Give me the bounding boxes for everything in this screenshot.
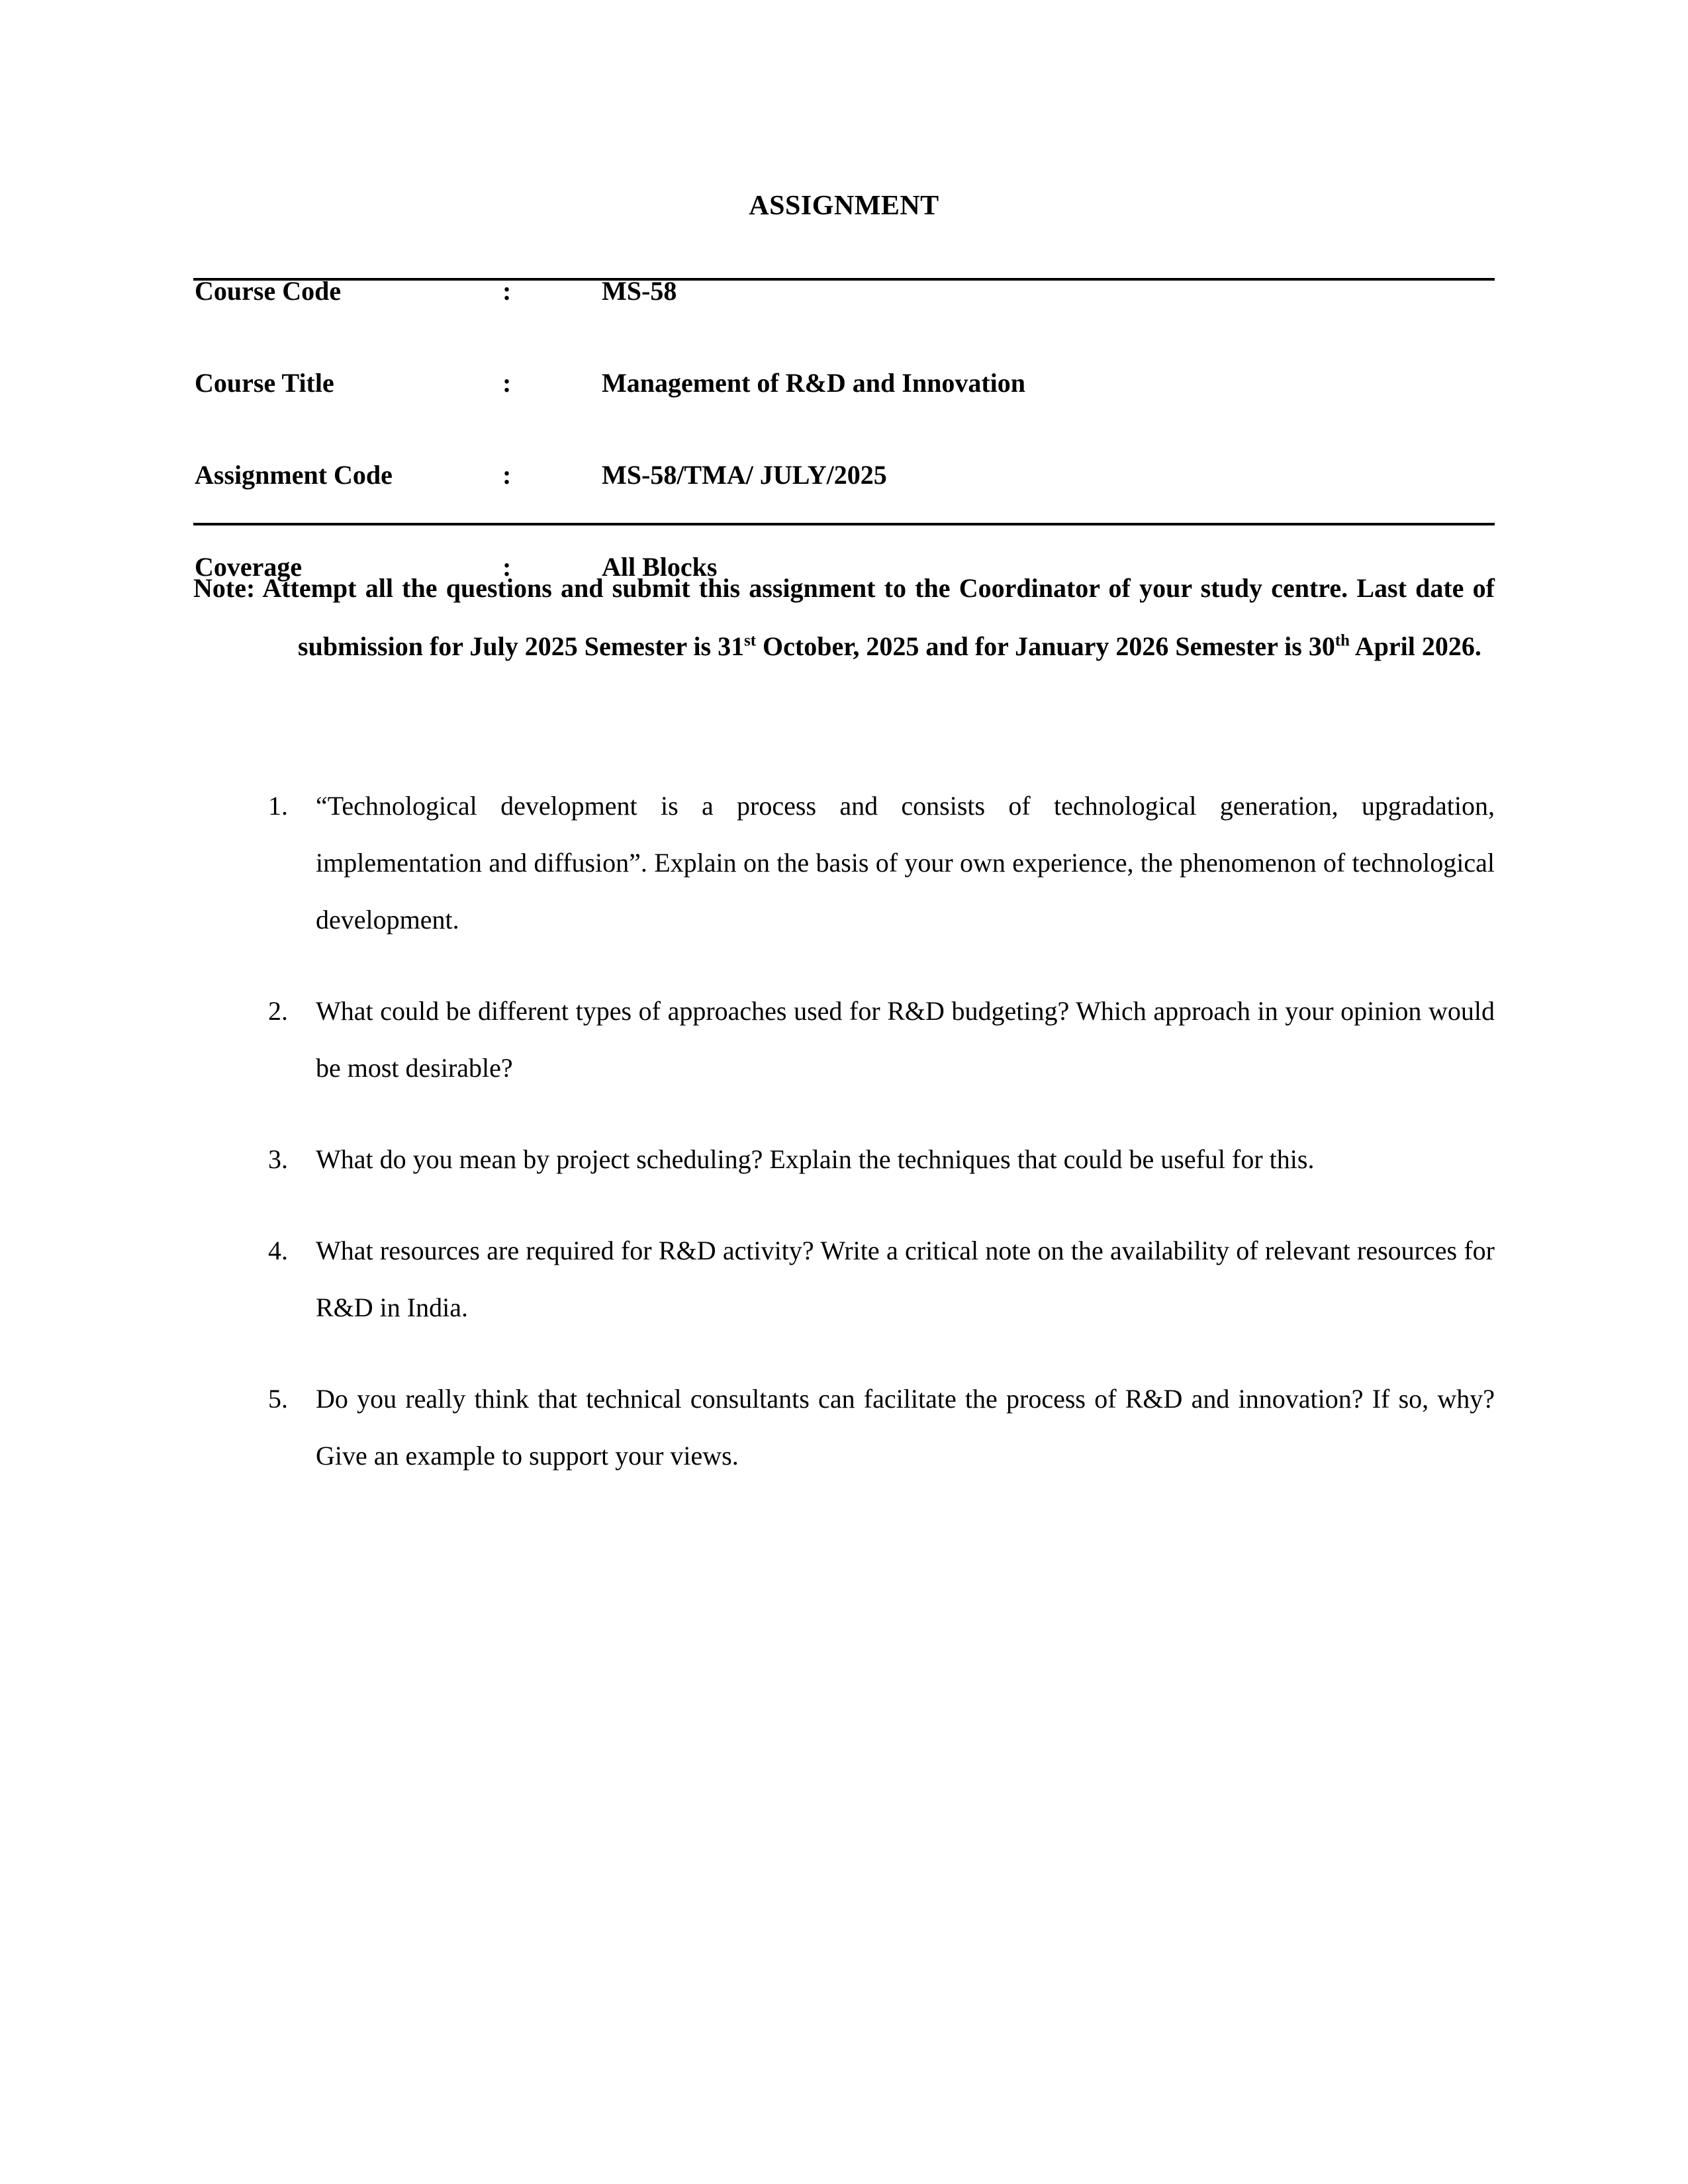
question-number-2: 2. <box>268 996 288 1026</box>
list-item <box>193 778 1495 948</box>
list-item <box>193 1222 1495 1336</box>
meta-label-course-code: Course Code <box>195 276 342 306</box>
meta-separator-0: : <box>502 276 512 306</box>
question-text-4: What resources are required for R&D activity? Write a critical note on the availability of relevant resources for R&D in India. <box>316 1236 1495 1322</box>
list-item <box>193 1131 1495 1188</box>
list-item <box>193 1371 1495 1484</box>
question-text-5: Do you really think that technical consultants can facilitate the process of R&D and innovation? If so, why? Give an example to support your views. <box>316 1384 1495 1471</box>
table-row <box>193 462 1495 488</box>
meta-label-course-title: Course Title <box>195 368 334 398</box>
table-row <box>193 370 1495 396</box>
meta-value-coverage: All Blocks <box>602 552 718 582</box>
note-body-part-3: April 2026. <box>1349 631 1481 661</box>
question-number-4: 4. <box>268 1236 288 1265</box>
meta-value-course-title: Management of R&D and Innovation <box>602 368 1026 398</box>
question-number-5: 5. <box>268 1384 288 1414</box>
row-spacer <box>193 304 1495 370</box>
note-superscript-st: st <box>744 631 757 650</box>
note-prefix: Note: <box>193 573 256 603</box>
question-number-3: 3. <box>268 1144 288 1174</box>
row-spacer <box>193 488 1495 554</box>
note-body-part-2: October, 2025 and for January 2026 Semester is 30 <box>756 631 1335 661</box>
table-row <box>193 278 1495 304</box>
note-superscript-th: th <box>1335 631 1350 650</box>
question-text-3: What do you mean by project scheduling? Explain the techniques that could be useful for this. <box>316 1144 1315 1174</box>
question-number-1: 1. <box>268 791 288 821</box>
submission-note <box>193 559 1495 676</box>
question-text-2: What could be different types of approaches used for R&D budgeting? Which approach in your opinion would be most desirable? <box>316 996 1495 1083</box>
meta-label-assignment-code: Assignment Code <box>195 460 393 490</box>
meta-separator-1: : <box>502 368 512 398</box>
list-item <box>193 983 1495 1097</box>
meta-table <box>193 278 1495 580</box>
meta-separator-2: : <box>502 460 512 490</box>
question-text-1: “Technological development is a process and consists of technological generation, upgradation, implementation and diffusion”. Explain on the basis of your own experience, the phenomenon of technological development. <box>316 791 1495 934</box>
question-list <box>193 778 1495 1519</box>
table-bottom-rule <box>193 523 1495 525</box>
meta-value-course-code: MS-58 <box>602 276 677 306</box>
meta-value-assignment-code: MS-58/TMA/ JULY/2025 <box>602 460 887 490</box>
row-spacer <box>193 396 1495 462</box>
meta-label-coverage: Coverage <box>195 552 303 582</box>
page-title: ASSIGNMENT <box>749 191 939 221</box>
note-body-part-1: Attempt all the questions and submit this assignment to the Coordinator of your study centre. Last date of submission for July 2025 Semester is 31 <box>262 573 1495 661</box>
meta-separator-3: : <box>502 552 512 582</box>
